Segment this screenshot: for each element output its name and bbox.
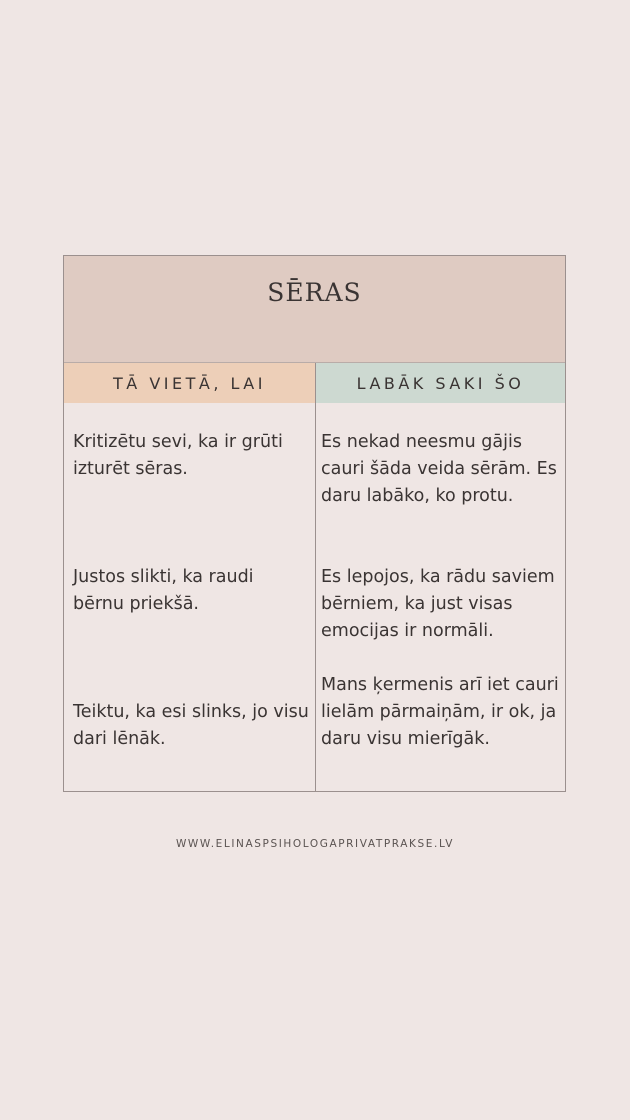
comparison-card [63,255,566,792]
column-divider [315,363,316,791]
column-header-instead-label: TĀ VIETĀ, LAI [113,373,266,393]
row-2-instead-text: Justos slikti, ka raudi bērnu priekšā. [73,567,254,614]
row-2-better-text: Es lepojos, ka rādu saviem bērniem, ka just visas emocijas ir normāli. [321,567,555,641]
website-link[interactable]: WWW.ELINASPSIHOLOGAPRIVATPRAKSE.LV [175,838,455,850]
column-header-better-label: LABĀK SAKI ŠO [356,373,525,393]
card-title: SĒRAS [267,278,362,307]
row-3-instead-text: Teiktu, ka esi slinks, jo visu dari lēnāk. [73,702,309,749]
title-band [64,256,565,363]
row-3-better-text: Mans ķermenis arī iet cauri lielām pārmaiņām, ir ok, ja daru visu mierīgāk. [321,675,559,749]
row-1-better-text: Es nekad neesmu gājis cauri šāda veida sērām. Es daru labāko, ko protu. [321,432,557,506]
column-header-better [316,363,565,403]
row-1-instead-text: Kritizētu sevi, ka ir grūti izturēt sēras. [73,432,283,479]
column-header-instead [64,363,315,403]
